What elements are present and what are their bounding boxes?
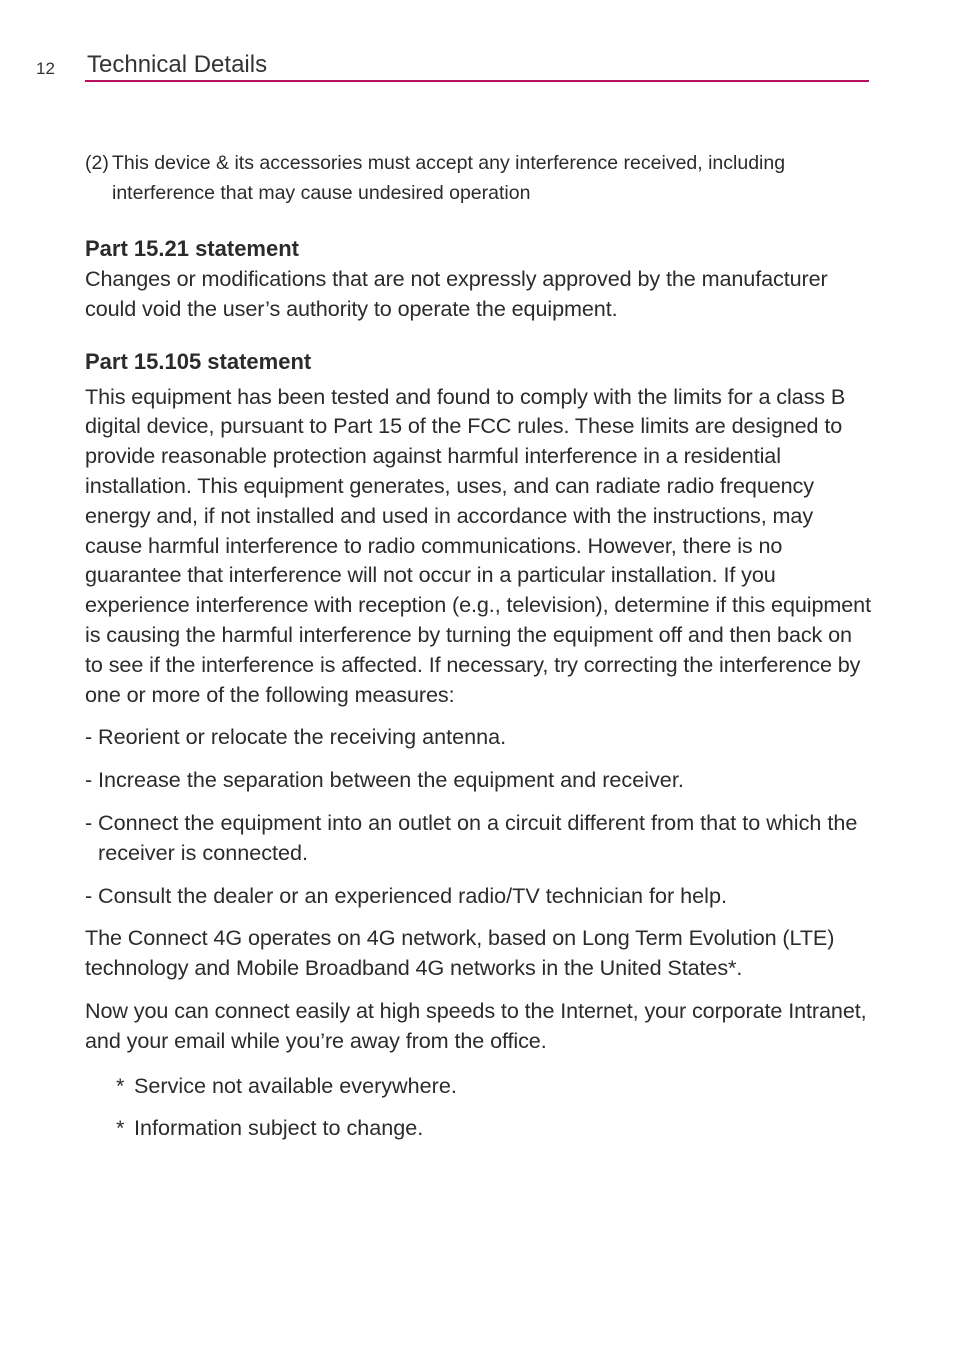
list-item: - Increase the separation between the equipment and receiver. [85, 765, 875, 795]
bullet-dash: - [85, 724, 93, 750]
list-item: - Reorient or relocate the receiving antenna. [85, 722, 875, 752]
header-rule [85, 80, 869, 82]
bullet-dash: - [85, 767, 93, 793]
page-number: 12 [36, 59, 55, 78]
connect-paragraph: Now you can connect easily at high speeds to the Internet, your corporate Intranet, and your email while you’re away from the office. [85, 997, 867, 1053]
note-text: This device & its accessories must accept any interference received, including interference that may cause undesired operation [112, 152, 786, 204]
measures-list [85, 722, 875, 910]
bullet-dash: - [85, 809, 93, 835]
part-15-21-body: Changes or modifications that are not expressly approved by the manufacturer could void the user’s authority to operate the equipment. [85, 266, 828, 321]
asterisk-marker: * [116, 1115, 125, 1141]
footnote-item: * Information subject to change. [116, 1113, 875, 1143]
list-item: - Consult the dealer or an experienced radio/TV technician for help. [85, 881, 875, 911]
footnotes [85, 1071, 875, 1144]
footnote-item: * Service not available everywhere. [116, 1071, 875, 1101]
part-15-21-heading: Part 15.21 statement [85, 236, 299, 261]
asterisk-marker: * [116, 1072, 125, 1098]
numbered-note [85, 148, 875, 208]
lte-paragraph: The Connect 4G operates on 4G network, based on Long Term Evolution (LTE) technology and Mobile Broadband 4G networks in the United States*. [85, 925, 835, 981]
list-item: - Connect the equipment into an outlet on a circuit different from that to which the receiver is connected. [85, 808, 875, 868]
page-content [85, 148, 875, 1156]
bullet-dash: - [85, 882, 93, 908]
part-15-105-heading: Part 15.105 statement [85, 348, 312, 374]
note-number: (2) [85, 152, 109, 174]
section-title: Technical Details [87, 51, 268, 78]
part-15-105-body: This equipment has been tested and found to comply with the limits for a class B digital device, pursuant to Part 15 of the FCC rules. These limits are designed to provide reasonable protection against harmful interference in a residential installation. This equipment generates, uses, and can radiate radio frequency energy and, if not installed and used in accordance with the instructions, may cause harmful interference to radio communications. However, there is no guarantee that interference will not occur in a particular installation. If you experience interference with reception (e.g., television), determine if this equipment is causing the harmful interference by turning the equipment off and then back on to see if the interference is affected. If necessary, try correcting the interference by one or more of the following measures: [85, 383, 871, 707]
